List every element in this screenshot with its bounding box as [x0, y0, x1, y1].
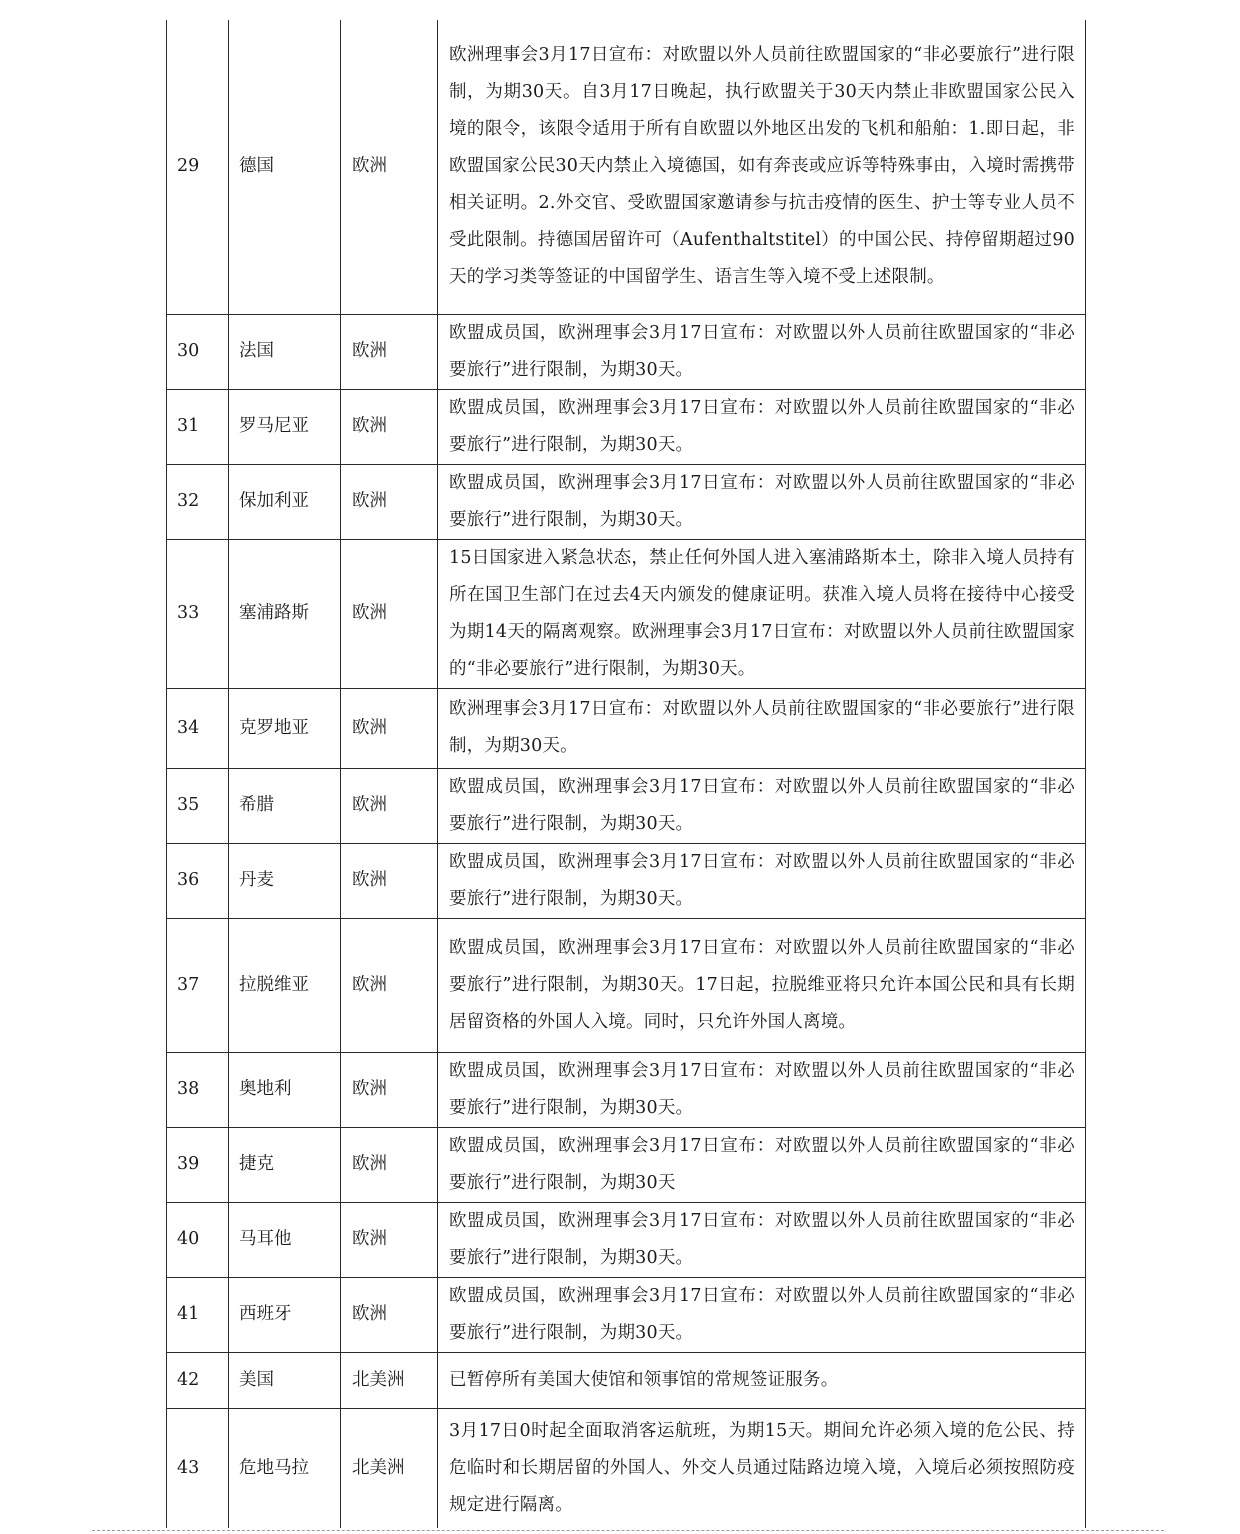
- row-number: 40: [177, 1229, 200, 1249]
- country-name: 塞浦路斯: [239, 603, 309, 623]
- row-number-cell: [167, 389, 229, 464]
- table-row: [167, 1408, 1086, 1528]
- description-cell: [438, 918, 1086, 1052]
- region-cell: [341, 1352, 438, 1408]
- row-number-cell: [167, 1052, 229, 1127]
- table-row: [167, 1052, 1086, 1127]
- country-name: 罗马尼亚: [239, 416, 309, 436]
- restriction-description: 欧盟成员国，欧洲理事会3月17日宣布：对欧盟以外人员前往欧盟国家的“非必要旅行”进行限制，为期30天。: [449, 322, 1075, 380]
- description-cell: [438, 464, 1086, 539]
- country-cell: [229, 1202, 341, 1277]
- description-cell: [438, 1052, 1086, 1127]
- row-number-cell: [167, 843, 229, 918]
- region-name: 欧洲: [352, 974, 387, 995]
- country-cell: [229, 389, 341, 464]
- restriction-description: 欧盟成员国，欧洲理事会3月17日宣布：对欧盟以外人员前往欧盟国家的“非必要旅行”进行限制，为期30天。: [449, 1210, 1075, 1268]
- row-number: 35: [177, 795, 200, 815]
- restriction-description: 欧盟成员国，欧洲理事会3月17日宣布：对欧盟以外人员前往欧盟国家的“非必要旅行”进行限制，为期30天。: [449, 472, 1075, 530]
- row-number: 36: [177, 870, 200, 890]
- country-cell: [229, 1052, 341, 1127]
- row-number: 34: [177, 717, 200, 738]
- row-number: 39: [177, 1154, 200, 1174]
- region-name: 欧洲: [352, 795, 387, 815]
- row-number-cell: [167, 314, 229, 389]
- table-row: [167, 1202, 1086, 1277]
- row-number: 37: [177, 974, 200, 995]
- country-name: 希腊: [239, 795, 274, 815]
- row-number-cell: [167, 688, 229, 768]
- region-cell: [341, 389, 438, 464]
- row-number: 41: [177, 1304, 200, 1324]
- row-number-cell: [167, 539, 229, 688]
- row-number-cell: [167, 1277, 229, 1352]
- document-page: [166, 20, 1086, 1515]
- region-name: 欧洲: [352, 491, 387, 511]
- description-cell: [438, 1202, 1086, 1277]
- region-name: 欧洲: [352, 1229, 387, 1249]
- description-cell: [438, 389, 1086, 464]
- region-name: 欧洲: [352, 156, 387, 177]
- row-number: 31: [177, 416, 200, 436]
- description-cell: [438, 1277, 1086, 1352]
- page-bottom-divider: [92, 1530, 1164, 1531]
- restriction-description: 欧洲理事会3月17日宣布：对欧盟以外人员前往欧盟国家的“非必要旅行”进行限制，为期30天。自3月17日晚起，执行欧盟关于30天内禁止非欧盟国家公民入境的限令，该限令适用于所有自欧盟以外地区出发的飞机和船舶：1.即日起，非欧盟国家公民30天内禁止入境德国，如有奔丧或应诉等特殊事由，入境时需携带相关证明。2.外交官、受欧盟国家邀请参与抗击疫情的医生、护士等专业人员不受此限制。持德国居留许可（Aufenthaltstitel）的中国公民、持停留期超过90天的学习类等签证的中国留学生、语言生等入境不受上述限制。: [449, 45, 1075, 288]
- region-name: 欧洲: [352, 1304, 387, 1324]
- region-name: 欧洲: [352, 1079, 387, 1099]
- country-cell: [229, 1127, 341, 1202]
- country-cell: [229, 1408, 341, 1528]
- description-cell: [438, 1352, 1086, 1408]
- row-number-cell: [167, 1408, 229, 1528]
- row-number: 42: [177, 1369, 200, 1390]
- table-row: [167, 918, 1086, 1052]
- row-number: 30: [177, 341, 200, 361]
- row-number: 38: [177, 1079, 200, 1099]
- table-row: [167, 688, 1086, 768]
- region-cell: [341, 20, 438, 314]
- description-cell: [438, 843, 1086, 918]
- region-cell: [341, 1052, 438, 1127]
- table-row: [167, 1352, 1086, 1408]
- country-name: 美国: [239, 1369, 274, 1390]
- country-cell: [229, 464, 341, 539]
- country-cell: [229, 539, 341, 688]
- region-cell: [341, 688, 438, 768]
- restriction-description: 欧洲理事会3月17日宣布：对欧盟以外人员前往欧盟国家的“非必要旅行”进行限制，为期30天。: [449, 699, 1075, 756]
- restriction-description: 已暂停所有美国大使馆和领事馆的常规签证服务。: [449, 1369, 839, 1390]
- region-cell: [341, 1277, 438, 1352]
- entry-restrictions-table: [166, 20, 1086, 1528]
- table-row: [167, 539, 1086, 688]
- row-number-cell: [167, 464, 229, 539]
- table-row: [167, 843, 1086, 918]
- row-number: 29: [177, 156, 200, 177]
- region-cell: [341, 843, 438, 918]
- country-cell: [229, 1277, 341, 1352]
- country-name: 捷克: [239, 1154, 274, 1174]
- table-row: [167, 20, 1086, 314]
- country-cell: [229, 314, 341, 389]
- restriction-description: 欧盟成员国，欧洲理事会3月17日宣布：对欧盟以外人员前往欧盟国家的“非必要旅行”进行限制，为期30天。17日起，拉脱维亚将只允许本国公民和具有长期居留资格的外国人入境。同时，只允许外国人离境。: [449, 937, 1075, 1032]
- row-number-cell: [167, 918, 229, 1052]
- region-cell: [341, 1408, 438, 1528]
- table-row: [167, 389, 1086, 464]
- region-name: 欧洲: [352, 717, 387, 738]
- restriction-description: 15日国家进入紧急状态，禁止任何外国人进入塞浦路斯本土，除非入境人员持有所在国卫生部门在过去4天内颁发的健康证明。获准入境人员将在接待中心接受为期14天的隔离观察。欧洲理事会3月17日宣布：对欧盟以外人员前往欧盟国家的“非必要旅行”进行限制，为期30天。: [449, 547, 1075, 679]
- country-name: 保加利亚: [239, 491, 309, 511]
- table-row: [167, 464, 1086, 539]
- region-name: 欧洲: [352, 1154, 387, 1174]
- row-number-cell: [167, 20, 229, 314]
- restriction-description: 欧盟成员国，欧洲理事会3月17日宣布：对欧盟以外人员前往欧盟国家的“非必要旅行”进行限制，为期30天。: [449, 851, 1075, 909]
- description-cell: [438, 539, 1086, 688]
- country-name: 危地马拉: [239, 1457, 309, 1478]
- region-cell: [341, 539, 438, 688]
- country-name: 西班牙: [239, 1304, 292, 1324]
- description-cell: [438, 1127, 1086, 1202]
- row-number: 43: [177, 1457, 200, 1478]
- region-name: 欧洲: [352, 416, 387, 436]
- country-name: 德国: [239, 156, 274, 177]
- country-name: 奥地利: [239, 1079, 292, 1099]
- country-cell: [229, 1352, 341, 1408]
- table-body: [167, 20, 1086, 1528]
- region-name: 北美洲: [352, 1369, 405, 1390]
- description-cell: [438, 1408, 1086, 1528]
- row-number-cell: [167, 1127, 229, 1202]
- row-number: 32: [177, 491, 200, 511]
- restriction-description: 欧盟成员国，欧洲理事会3月17日宣布：对欧盟以外人员前往欧盟国家的“非必要旅行”进行限制，为期30天。: [449, 776, 1075, 834]
- region-cell: [341, 464, 438, 539]
- table-row: [167, 1127, 1086, 1202]
- table-row: [167, 1277, 1086, 1352]
- row-number-cell: [167, 1202, 229, 1277]
- region-name: 北美洲: [352, 1457, 405, 1478]
- country-cell: [229, 688, 341, 768]
- country-name: 拉脱维亚: [239, 974, 309, 995]
- country-cell: [229, 843, 341, 918]
- region-name: 欧洲: [352, 603, 387, 623]
- region-name: 欧洲: [352, 341, 387, 361]
- table-row: [167, 768, 1086, 843]
- row-number-cell: [167, 1352, 229, 1408]
- region-cell: [341, 314, 438, 389]
- country-name: 丹麦: [239, 870, 274, 890]
- row-number-cell: [167, 768, 229, 843]
- region-cell: [341, 918, 438, 1052]
- restriction-description: 欧盟成员国，欧洲理事会3月17日宣布：对欧盟以外人员前往欧盟国家的“非必要旅行”进行限制，为期30天。: [449, 397, 1075, 455]
- restriction-description: 欧盟成员国，欧洲理事会3月17日宣布：对欧盟以外人员前往欧盟国家的“非必要旅行”进行限制，为期30天: [449, 1135, 1075, 1193]
- description-cell: [438, 20, 1086, 314]
- table-row: [167, 314, 1086, 389]
- description-cell: [438, 314, 1086, 389]
- description-cell: [438, 768, 1086, 843]
- restriction-description: 欧盟成员国，欧洲理事会3月17日宣布：对欧盟以外人员前往欧盟国家的“非必要旅行”进行限制，为期30天。: [449, 1060, 1075, 1118]
- restriction-description: 3月17日0时起全面取消客运航班，为期15天。期间允许必须入境的危公民、持危临时和长期居留的外国人、外交人员通过陆路边境入境，入境后必须按照防疫规定进行隔离。: [449, 1420, 1075, 1515]
- restriction-description: 欧盟成员国，欧洲理事会3月17日宣布：对欧盟以外人员前往欧盟国家的“非必要旅行”进行限制，为期30天。: [449, 1285, 1075, 1343]
- country-cell: [229, 20, 341, 314]
- country-cell: [229, 918, 341, 1052]
- country-name: 马耳他: [239, 1229, 292, 1249]
- row-number: 33: [177, 603, 200, 623]
- country-name: 克罗地亚: [239, 717, 309, 738]
- country-cell: [229, 768, 341, 843]
- region-cell: [341, 1127, 438, 1202]
- country-name: 法国: [239, 341, 274, 361]
- description-cell: [438, 688, 1086, 768]
- region-cell: [341, 768, 438, 843]
- region-cell: [341, 1202, 438, 1277]
- region-name: 欧洲: [352, 870, 387, 890]
